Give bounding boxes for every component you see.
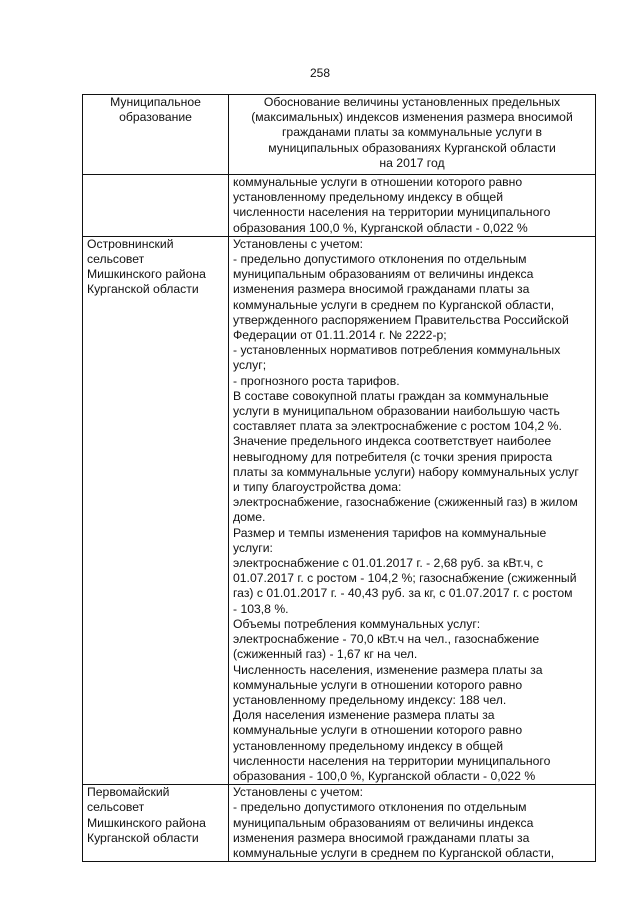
text-line: Курганской области [87, 830, 199, 845]
text-line: услуги: [233, 540, 273, 555]
text-line: электроснабжение с 01.01.2017 г. - 2,68 руб. за кВт.ч, с [233, 556, 543, 571]
text-line: Обоснование величины установленных предельных [263, 95, 561, 109]
text-line: установленному предельному индексу: 188 чел. [233, 692, 507, 707]
indices-table [82, 94, 596, 862]
text-line: муниципальных образованиях Курганской области [268, 140, 556, 155]
text-line: (сжиженный газ) - 1,67 кг на чел. [233, 647, 418, 662]
text-line: образования 100,0 %, Курганской области - 0,022 % [233, 220, 528, 235]
text-line: Доля населения изменение размера платы за [233, 708, 495, 723]
justification-cell [229, 785, 596, 862]
header-municipality [83, 95, 229, 175]
page-number: 258 [309, 66, 331, 80]
text-line: Установлены с учетом: [233, 236, 363, 251]
header-justification [229, 95, 596, 175]
table-row [83, 236, 596, 784]
text-line: доме. [233, 510, 266, 525]
text-line: Значение предельного индекса соответствует наиболее [233, 434, 552, 449]
continuation-left-cell [83, 175, 229, 237]
text-line: сельсовет [87, 252, 145, 267]
text-line: изменения размера вносимой гражданами платы за [233, 282, 530, 297]
text-line: и типу благоустройства дома: [233, 480, 402, 495]
text-line: численности населения на территории муниципального [233, 753, 551, 768]
text-line: на 2017 год [379, 155, 445, 170]
text-line: Муниципальное [110, 95, 201, 109]
text-line: электроснабжение - 70,0 кВт.ч на чел., газоснабжение [233, 632, 540, 647]
text-line: В составе совокупной платы граждан за коммунальные [233, 388, 549, 403]
text-line: газ) с 01.01.2017 г. - 40,43 руб. за кг, с 01.07.2017 г. с ростом [233, 586, 573, 601]
text-line: установленному предельному индексу в общей [233, 738, 504, 753]
text-line: коммунальные услуги в отношении которого равно [233, 723, 523, 738]
text-line: - 103,8 %. [233, 601, 289, 616]
table-row [83, 785, 596, 862]
text-line: 01.07.2017 г. с ростом - 104,2 %; газоснабжение (сжиженный [233, 571, 577, 586]
text-line: составляет плата за электроснабжение с ростом 104,2 %. [233, 419, 562, 434]
text-line: невыгодному для потребителя (с точки зрения прироста [233, 449, 553, 464]
text-line: численности населения на территории муниципального [233, 205, 551, 220]
text-line: Установлены с учетом: [233, 785, 363, 800]
text-line: Мишкинского района [87, 267, 206, 282]
justification-cell [229, 236, 596, 784]
text-line: муниципальным образованиям от величины индекса [233, 267, 534, 282]
text-line: коммунальные услуги в отношении которого равно [233, 175, 523, 189]
text-line: образование [119, 110, 192, 125]
text-line: гражданами платы за коммунальные услуги в [281, 125, 543, 140]
text-line: коммунальные услуги в среднем по Курганской области, [233, 845, 555, 860]
text-line: - предельно допустимого отклонения по отдельным [233, 800, 527, 815]
text-line: муниципальным образованиям от величины индекса [233, 815, 534, 830]
text-line: сельсовет [87, 800, 145, 815]
table-row-continuation [83, 175, 596, 237]
text-line: услуг; [233, 358, 267, 373]
text-line: изменения размера вносимой гражданами платы за [233, 830, 530, 845]
text-line: Объемы потребления коммунальных услуг: [233, 616, 481, 631]
text-line: Островнинский [87, 236, 174, 251]
table-header-row [83, 95, 596, 175]
text-line: Курганской области [87, 282, 199, 297]
text-line: платы за коммунальные услуги) набору коммунальных услуг [233, 464, 579, 479]
municipality-cell [83, 236, 229, 784]
text-line: услуги в муниципальном образовании наибольшую часть [233, 404, 560, 419]
text-line: (максимальных) индексов изменения размера вносимой [251, 110, 573, 125]
text-line: Численность населения, изменение размера платы за [233, 662, 543, 677]
municipality-cell [83, 785, 229, 862]
text-line: Мишкинского района [87, 815, 206, 830]
continuation-right-cell [229, 175, 596, 237]
text-line: коммунальные услуги в среднем по Курганской области, [233, 297, 555, 312]
text-line: - прогнозного роста тарифов. [233, 373, 400, 388]
text-line: - установленных нормативов потребления коммунальных [233, 343, 561, 358]
text-line: установленному предельному индексу в общей [233, 190, 504, 205]
text-line: Федерации от 01.11.2014 г. № 2222-р; [233, 328, 447, 343]
text-line: Размер и темпы изменения тарифов на коммунальные [233, 525, 547, 540]
text-line: образования - 100,0 %, Курганской области - 0,022 % [233, 768, 536, 783]
text-line: коммунальные услуги в отношении которого равно [233, 677, 523, 692]
text-line: Первомайский [87, 785, 170, 800]
text-line: электроснабжение, газоснабжение (сжиженный газ) в жилом [233, 495, 578, 510]
text-line: - предельно допустимого отклонения по отдельным [233, 252, 527, 267]
text-line: утвержденного распоряжением Правительства Российской [233, 312, 569, 327]
